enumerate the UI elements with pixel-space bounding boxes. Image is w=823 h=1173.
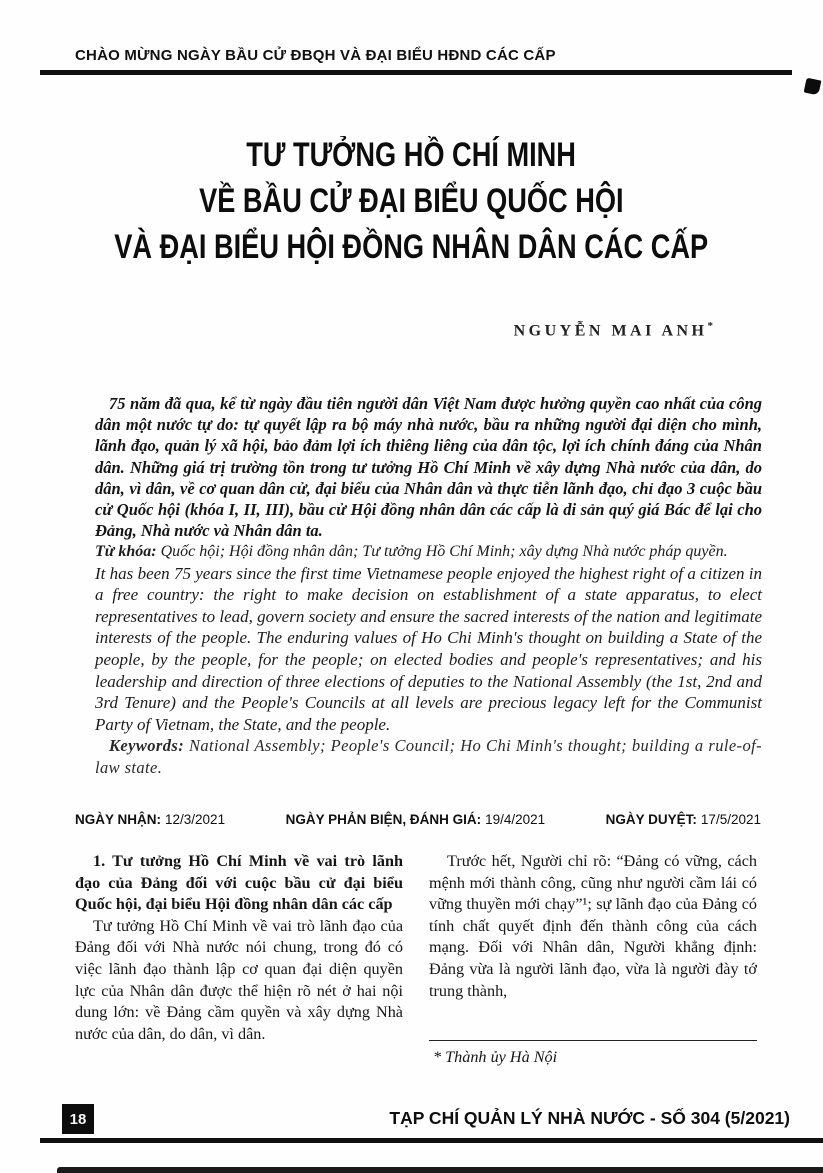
abstract-block	[95, 393, 762, 779]
review-dates-row	[75, 812, 761, 827]
title-line-1	[0, 132, 823, 178]
banner-divider	[40, 70, 792, 75]
left-column	[75, 851, 403, 1069]
keywords-en-label: Keywords:	[109, 736, 185, 756]
keywords-vietnamese	[95, 541, 762, 562]
left-column-paragraph: Tư tưởng Hồ Chí Minh về vai trò lãnh đạo của Đảng đối với Nhà nước nói chung, trong đó có việc lãnh đạo thành lập cơ quan đại diện quyền lực của Nhân dân được thể hiện rõ nét ở hai nội dung lớn: về Đảng cầm quyền và xây dựng Nhà nước của dân, do dân, vì dân.	[75, 916, 403, 1043]
title-line-2	[0, 178, 823, 224]
author-footnote-mark: *	[707, 320, 713, 332]
keywords-vi-text: Quốc hội; Hội đồng nhân dân; Tư tưởng Hồ Chí Minh; xây dựng Nhà nước pháp quyền.	[156, 543, 728, 561]
section-heading: 1. Tư tưởng Hồ Chí Minh về vai trò lãnh đạo của Đảng đối với cuộc bầu cử đại biểu Quốc hội, đại biểu Hội đồng nhân dân các cấp	[75, 852, 403, 914]
page-number-badge: 18	[62, 1104, 94, 1134]
keywords-english	[95, 735, 762, 778]
date-received-label: NGÀY NHẬN:	[75, 812, 162, 827]
right-column	[429, 851, 757, 1069]
journal-footer-title: TẠP CHÍ QUẢN LÝ NHÀ NƯỚC - SỐ 304 (5/2021)	[389, 1108, 790, 1128]
title-line-1-text: TƯ TƯỞNG HỒ CHÍ MINH	[246, 136, 577, 174]
date-approved-value: 17/5/2021	[700, 812, 761, 827]
right-column-paragraph: Trước hết, Người chỉ rõ: “Đảng có vững, cách mệnh mới thành công, cũng như người cầm lái có vững thuyền mới chạy”¹; sự lãnh đạo của Đảng có tính chất quyết định đến thành công của cách mạng. Đối với Nhân dân, Người khẳng định: Đảng vừa là người lãnh đạo, vừa là người đày tớ trung thành,	[429, 852, 757, 1000]
body-columns	[75, 851, 757, 1069]
author-name-text: NGUYỄN MAI ANH	[513, 322, 708, 340]
title-line-3-text: VÀ ĐẠI BIỂU HỘI ĐỒNG NHÂN DÂN CÁC CẤP	[114, 228, 709, 266]
article-title	[0, 132, 823, 270]
keywords-vi-label: Từ khóa:	[95, 543, 157, 561]
date-received	[75, 812, 225, 827]
abstract-english: It has been 75 years since the first time Vietnamese people enjoyed the highest right of a citizen in a free country: the right to make decision on establishment of a state apparatus, to elect representatives to lead, govern society and ensure the sacred interests of the nation and legitimate interests of the people. The enduring values of Ho Chi Minh's thought on building a State of the people, by the people, for the people; on elected bodies and people's representatives; and his leadership and direction of three elections of deputies to the National Assembly (the 1st, 2nd and 3rd Tenure) and the People's Councils at all levels are precious legacy left for the Communist Party of Vietnam, the State, and the people.	[95, 563, 762, 734]
scan-edge-mark	[804, 78, 822, 96]
date-reviewed	[286, 812, 546, 827]
date-received-value: 12/3/2021	[165, 812, 226, 827]
scan-bottom-edge	[57, 1167, 823, 1173]
footnote-text: * Thành ủy Hà Nội	[433, 1048, 558, 1067]
keywords-en-text: National Assembly; People's Council; Ho Chi Minh's thought; building a rule-of-law state.	[95, 736, 762, 777]
date-reviewed-value: 19/4/2021	[485, 812, 546, 827]
title-line-3	[0, 224, 823, 270]
author-name	[514, 320, 713, 340]
date-approved-label: NGÀY DUYỆT:	[605, 812, 697, 827]
date-approved	[606, 812, 761, 827]
date-reviewed-label: NGÀY PHẢN BIỆN, ĐÁNH GIÁ:	[285, 812, 482, 827]
title-line-2-text: VỀ BẦU CỬ ĐẠI BIỂU QUỐC HỘI	[199, 182, 624, 220]
top-banner: CHÀO MỪNG NGÀY BẦU CỬ ĐBQH VÀ ĐẠI BIỂU HĐND CÁC CẤP	[75, 47, 556, 64]
footer-divider	[40, 1138, 823, 1143]
abstract-vietnamese: 75 năm đã qua, kể từ ngày đầu tiên người dân Việt Nam được hưởng quyền cao nhất của công dân một nước tự do: tự quyết lập ra bộ máy nhà nước, bầu ra những người đại diện cho mình, lãnh đạo, quản lý xã hội, bảo đảm lợi ích thiêng liêng của dân tộc, lợi ích chính đáng của Nhân dân. Những giá trị trường tồn trong tư tưởng Hồ Chí Minh về xây dựng Nhà nước của dân, do dân, vì dân, về cơ quan dân cử, đại biểu của Nhân dân và thực tiễn lãnh đạo, chỉ đạo 3 cuộc bầu cử Quốc hội (khóa I, II, III), bầu cử Hội đồng nhân dân các cấp là di sản quý giá Bác để lại cho Đảng, Nhà nước và Nhân dân ta.	[95, 394, 762, 541]
footnote-divider	[429, 1040, 757, 1041]
footnote-block	[429, 1040, 757, 1069]
